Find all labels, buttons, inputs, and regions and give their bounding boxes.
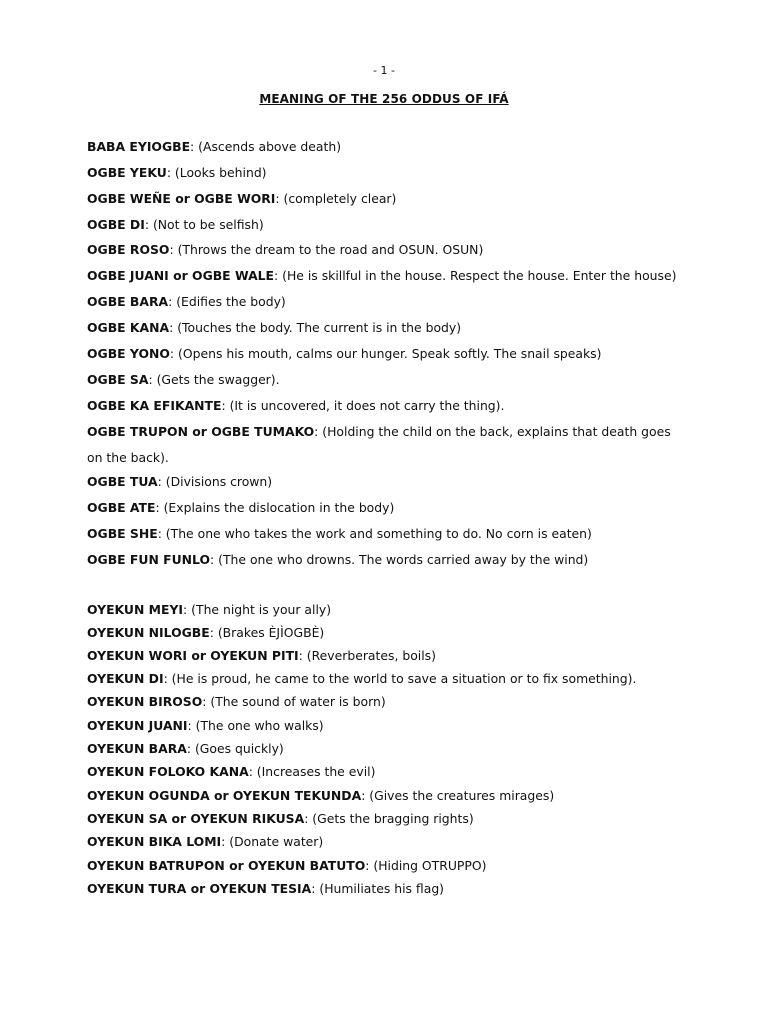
- entry-s1-2: [87, 186, 687, 212]
- entry-s2-3: [87, 667, 727, 690]
- entry-s1-11: [87, 419, 677, 470]
- entry-name: OGBE JUANI or OGBE WALE: [87, 268, 275, 283]
- entry-name: OYEKUN DI: [87, 671, 164, 686]
- entry-s2-12: [87, 877, 687, 900]
- entry-meaning: : (Reverberates, boils): [298, 648, 436, 663]
- entry-meaning: : (Gives the creatures mirages): [361, 788, 555, 803]
- entry-s1-13: [87, 495, 687, 521]
- entry-s2-1: [87, 621, 687, 644]
- entry-meaning: : (Ascends above death): [190, 139, 342, 154]
- page-number: - 1 -: [373, 64, 395, 77]
- entry-meaning: : (The night is your ally): [183, 602, 332, 617]
- entry-meaning: : (Divisions crown): [157, 474, 273, 489]
- entry-s2-6: [87, 737, 687, 760]
- document-title: MEANING OF THE 256 ODDUS OF IFÁ: [259, 92, 509, 106]
- entry-name: OYEKUN OGUNDA or OYEKUN TEKUNDA: [87, 788, 362, 803]
- entry-meaning: : (Edifies the body): [168, 294, 286, 309]
- entry-meaning: : (Goes quickly): [186, 741, 284, 756]
- entry-s1-12: [87, 469, 687, 495]
- entry-name: OGBE TRUPON or OGBE TUMAKO: [87, 424, 315, 439]
- entry-meaning: : (Touches the body. The current is in the body): [169, 320, 462, 335]
- entry-name: OGBE ROSO: [87, 242, 170, 257]
- entry-meaning: : (Holding the child on the back, explains that death goes on the back).: [87, 424, 671, 465]
- entry-meaning: : (Increases the evil): [248, 764, 376, 779]
- entry-meaning: : (Looks behind): [166, 165, 267, 180]
- entry-s1-9: [87, 367, 687, 393]
- entry-meaning: : (Gets the bragging rights): [304, 811, 474, 826]
- entry-s1-5: [87, 263, 687, 289]
- entry-s1-1: [87, 160, 687, 186]
- entry-name: OYEKUN BIKA LOMI: [87, 834, 222, 849]
- entry-s1-3: [87, 212, 687, 238]
- entry-s1-15: [87, 547, 687, 573]
- entry-meaning: : (The sound of water is born): [202, 694, 386, 709]
- entry-meaning: : (completely clear): [275, 191, 397, 206]
- entry-meaning: : (He is proud, he came to the world to save a situation or to fix something).: [163, 671, 637, 686]
- entry-name: OYEKUN WORI or OYEKUN PITI: [87, 648, 299, 663]
- entry-meaning: : (Donate water): [221, 834, 324, 849]
- entry-meaning: : (The one who takes the work and something to do. No corn is eaten): [157, 526, 592, 541]
- entry-name: OYEKUN BARA: [87, 741, 187, 756]
- entry-name: OGBE YONO: [87, 346, 170, 361]
- entry-name: OGBE DI: [87, 217, 145, 232]
- entry-s1-0: [87, 134, 687, 160]
- entry-meaning: : (Explains the dislocation in the body): [155, 500, 395, 515]
- entry-name: OYEKUN FOLOKO KANA: [87, 764, 249, 779]
- entry-meaning: : (The one who walks): [187, 718, 324, 733]
- entry-meaning: : (It is uncovered, it does not carry the thing).: [221, 398, 505, 413]
- entry-s2-5: [87, 714, 687, 737]
- entry-meaning: : (Opens his mouth, calms our hunger. Speak softly. The snail speaks): [169, 346, 602, 361]
- entry-meaning: : (The one who drowns. The words carried away by the wind): [210, 552, 589, 567]
- entry-name: OGBE YEKU: [87, 165, 167, 180]
- entry-name: OYEKUN MEYI: [87, 602, 184, 617]
- entry-s1-7: [87, 315, 687, 341]
- entry-name: OYEKUN TURA or OYEKUN TESIA: [87, 881, 312, 896]
- entry-name: OYEKUN SA or OYEKUN RIKUSA: [87, 811, 305, 826]
- entry-name: OYEKUN BIROSO: [87, 694, 203, 709]
- entry-s2-9: [87, 807, 687, 830]
- entry-name: BABA EYIOGBE: [87, 139, 191, 154]
- entry-s1-6: [87, 289, 687, 315]
- entry-s2-4: [87, 690, 687, 713]
- entry-name: OGBE FUN FUNLO: [87, 552, 211, 567]
- entry-name: OGBE ATE: [87, 500, 156, 515]
- entry-name: OYEKUN BATRUPON or OYEKUN BATUTO: [87, 858, 366, 873]
- entry-s2-8: [87, 784, 687, 807]
- entry-name: OGBE BARA: [87, 294, 169, 309]
- entry-meaning: : (Gets the swagger).: [148, 372, 280, 387]
- entry-name: OYEKUN NILOGBE: [87, 625, 210, 640]
- entry-name: OGBE SA: [87, 372, 149, 387]
- entry-meaning: : (Hiding OTRUPPO): [365, 858, 487, 873]
- entry-s2-7: [87, 760, 687, 783]
- entry-meaning: : (He is skillful in the house. Respect the house. Enter the house): [274, 268, 677, 283]
- entry-name: OGBE TUA: [87, 474, 158, 489]
- entry-name: OGBE SHE: [87, 526, 158, 541]
- entry-s2-11: [87, 854, 687, 877]
- entry-name: OGBE WEÑE or OGBE WORI: [87, 191, 276, 206]
- entry-s1-8: [87, 341, 687, 367]
- entry-s2-10: [87, 830, 687, 853]
- entry-meaning: : (Humiliates his flag): [311, 881, 445, 896]
- entry-name: OGBE KANA: [87, 320, 170, 335]
- entry-meaning: : (Not to be selfish): [144, 217, 264, 232]
- entry-name: OGBE KA EFIKANTE: [87, 398, 222, 413]
- entry-s2-2: [87, 644, 687, 667]
- entry-name: OYEKUN JUANI: [87, 718, 188, 733]
- entry-meaning: : (Throws the dream to the road and OSUN. OSUN): [169, 242, 484, 257]
- entry-meaning: : (Brakes ÈJÌOGBÈ): [209, 625, 325, 640]
- entry-s1-14: [87, 521, 687, 547]
- entry-s2-0: [87, 598, 687, 621]
- entry-s1-10: [87, 393, 687, 419]
- entry-s1-4: [87, 237, 687, 263]
